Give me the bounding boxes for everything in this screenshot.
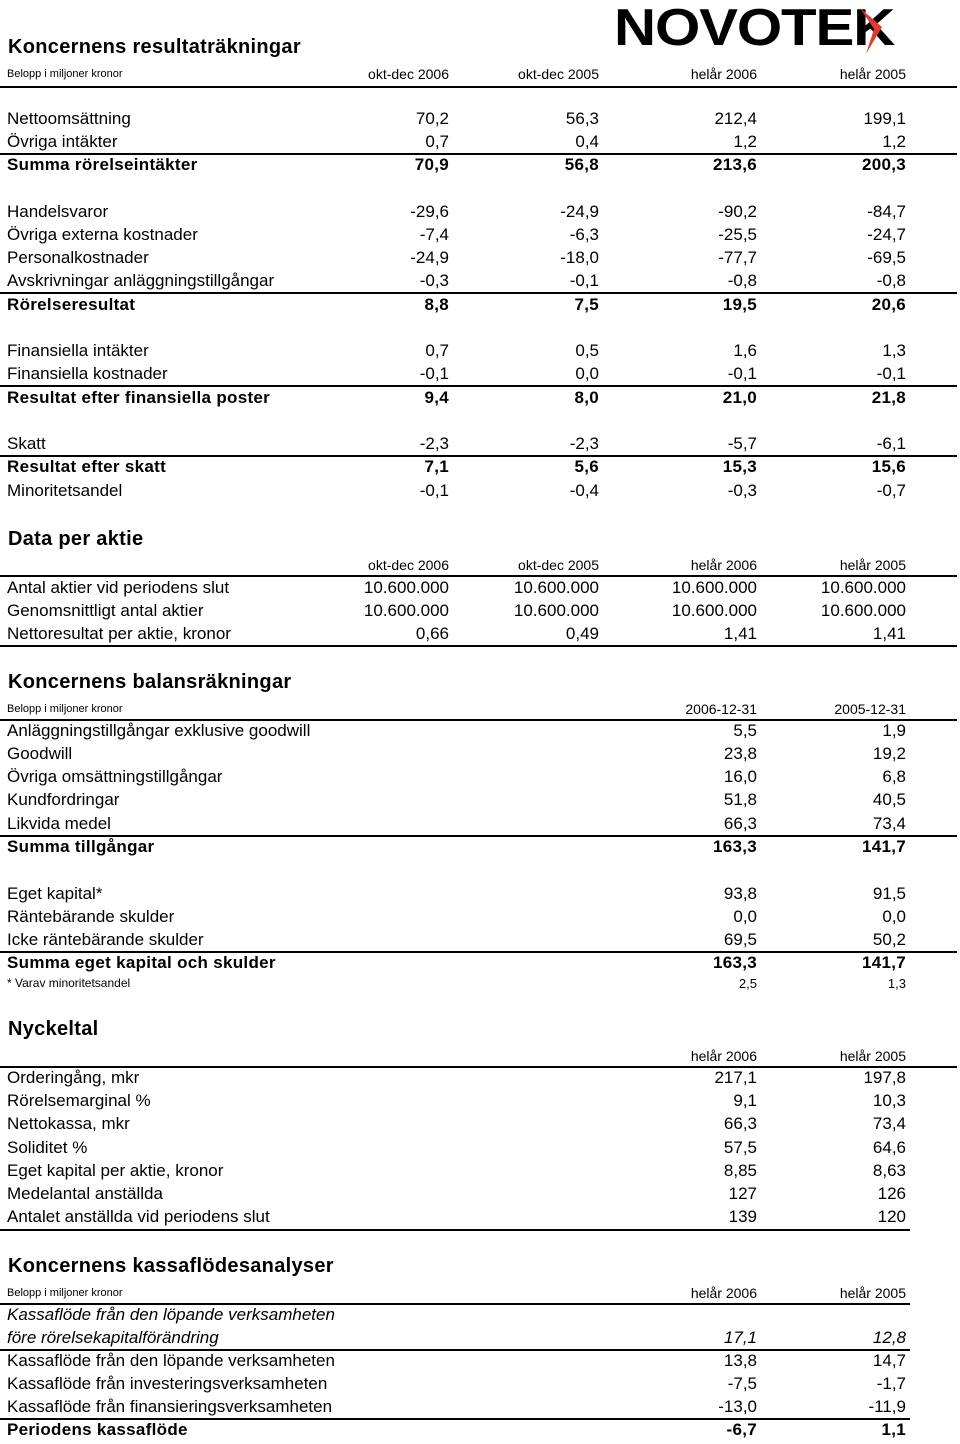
row-label: Avskrivningar anläggningstillgångar xyxy=(7,271,275,290)
table-row xyxy=(0,1068,960,1091)
cell: -1,7 xyxy=(876,1374,906,1393)
cell: 0,0 xyxy=(575,364,599,383)
cell: 66,3 xyxy=(723,814,757,833)
row-label: Icke räntebärande skulder xyxy=(7,930,204,949)
row-label: Handelsvaror xyxy=(7,202,109,221)
table-row xyxy=(0,744,960,767)
row-label: Nettokassa, mkr xyxy=(7,1114,130,1133)
cell: 10.600.000 xyxy=(820,601,906,620)
cell: 1,9 xyxy=(882,721,906,740)
unit-label: Belopp i miljoner kronor xyxy=(7,68,123,80)
cell: 0,0 xyxy=(733,907,757,926)
table-row xyxy=(0,271,960,294)
keyfigures-title: Nyckeltal xyxy=(8,1018,99,1040)
col-header: helår 2005 xyxy=(839,66,906,82)
cell: 69,5 xyxy=(723,930,757,949)
header-rule xyxy=(0,86,957,88)
cell: 10,3 xyxy=(872,1091,906,1110)
cashflow-title: Koncernens kassaflödesanalyser xyxy=(8,1255,334,1277)
cell: -7,5 xyxy=(727,1374,757,1393)
table-row xyxy=(0,1207,960,1230)
cell: 7,1 xyxy=(424,457,449,476)
col-header: helår 2006 xyxy=(690,557,757,573)
cell: -29,6 xyxy=(410,202,449,221)
cell: 0,0 xyxy=(882,907,906,926)
col-header: okt-dec 2006 xyxy=(368,557,449,573)
subtotal-rule xyxy=(0,292,957,294)
table-row xyxy=(0,1351,960,1374)
cell: -25,5 xyxy=(718,225,757,244)
cashflow-header xyxy=(0,1285,960,1303)
cell: 10.600.000 xyxy=(820,578,906,597)
cell: 1,41 xyxy=(872,624,906,643)
cell: 6,8 xyxy=(882,767,906,786)
table-row xyxy=(0,202,960,225)
row-label: Orderingång, mkr xyxy=(7,1068,140,1087)
row-label: Kassaflöde från investeringsverksamheten xyxy=(7,1374,328,1393)
table-row xyxy=(0,721,960,744)
table-row xyxy=(0,814,960,837)
row-label: före rörelsekapitalförändring xyxy=(7,1328,219,1347)
cell: -6,3 xyxy=(569,225,599,244)
row-label: * Varav minoritetsandel xyxy=(7,976,131,990)
table-row-total xyxy=(0,837,960,860)
cell: -77,7 xyxy=(718,248,757,267)
cell: -24,9 xyxy=(410,248,449,267)
cell: -5,7 xyxy=(727,434,757,453)
table-row xyxy=(0,481,960,504)
row-label: Finansiella intäkter xyxy=(7,341,149,360)
row-label: Eget kapital* xyxy=(7,884,103,903)
cell: 200,3 xyxy=(861,155,906,174)
row-label: Summa eget kapital och skulder xyxy=(7,953,276,972)
cell: 9,1 xyxy=(733,1091,757,1110)
cell: -84,7 xyxy=(867,202,906,221)
cell: 126 xyxy=(877,1184,906,1203)
row-label: Antalet anställda vid periodens slut xyxy=(7,1207,270,1226)
cell: 8,0 xyxy=(574,388,599,407)
row-label: Soliditet % xyxy=(7,1138,88,1157)
cell: 9,4 xyxy=(424,388,449,407)
cell: 23,8 xyxy=(723,744,757,763)
unit-label: Belopp i miljoner kronor xyxy=(7,703,123,715)
row-label: Minoritetsandel xyxy=(7,481,123,500)
table-row xyxy=(0,1138,960,1161)
row-label: Nettoresultat per aktie, kronor xyxy=(7,624,231,643)
col-header: helår 2006 xyxy=(690,66,757,82)
col-header: helår 2005 xyxy=(839,1285,906,1301)
cell: 66,3 xyxy=(723,1114,757,1133)
cell: 163,3 xyxy=(712,953,757,972)
cell: 0,7 xyxy=(425,132,449,151)
row-label: Övriga externa kostnader xyxy=(7,225,198,244)
cell: 141,7 xyxy=(861,953,906,972)
row-label: Medelantal anställda xyxy=(7,1184,163,1203)
table-row xyxy=(0,1374,960,1397)
table-row xyxy=(0,109,960,132)
row-label: Antal aktier vid periodens slut xyxy=(7,578,230,597)
table-row xyxy=(0,907,960,930)
cell: 50,2 xyxy=(872,930,906,949)
cell: -2,3 xyxy=(419,434,449,453)
cell: 10.600.000 xyxy=(513,578,599,597)
cell: -0,8 xyxy=(727,271,757,290)
subtotal-rule xyxy=(0,385,957,387)
cell: 1,2 xyxy=(733,132,757,151)
table-row xyxy=(0,767,960,790)
row-label: Resultat efter finansiella poster xyxy=(7,388,271,407)
cell: 51,8 xyxy=(723,790,757,809)
table-row xyxy=(0,132,960,155)
cell: 57,5 xyxy=(723,1138,757,1157)
col-header: helår 2006 xyxy=(690,1285,757,1301)
table-row-total xyxy=(0,457,960,480)
table-row xyxy=(0,248,960,271)
col-header: 2006-12-31 xyxy=(685,701,757,717)
row-label: Anläggningstillgångar exklusive goodwill xyxy=(7,721,311,740)
row-label: Kassaflöde från finansieringsverksamheten xyxy=(7,1397,333,1416)
cell: 10.600.000 xyxy=(363,578,449,597)
cell: 10.600.000 xyxy=(363,601,449,620)
cell: 213,6 xyxy=(712,155,757,174)
cell: -0,8 xyxy=(876,271,906,290)
cell: 8,85 xyxy=(723,1161,757,1180)
cell: 56,8 xyxy=(564,155,599,174)
balance-header xyxy=(0,701,960,719)
table-row xyxy=(0,1397,960,1420)
cell: -0,1 xyxy=(419,481,449,500)
cell: -90,2 xyxy=(718,202,757,221)
row-label: Genomsnittligt antal aktier xyxy=(7,601,204,620)
cell: 199,1 xyxy=(863,109,906,128)
row-label: Skatt xyxy=(7,434,46,453)
table-row xyxy=(0,225,960,248)
row-label: Rörelsemarginal % xyxy=(7,1091,151,1110)
cell: 8,63 xyxy=(872,1161,906,1180)
unit-label: Belopp i miljoner kronor xyxy=(7,1287,123,1299)
row-label: Likvida medel xyxy=(7,814,111,833)
row-label: Eget kapital per aktie, kronor xyxy=(7,1161,224,1180)
cell: 141,7 xyxy=(861,837,906,856)
table-row xyxy=(0,884,960,907)
per-share-header xyxy=(0,557,960,575)
cell: -69,5 xyxy=(867,248,906,267)
cell: 70,9 xyxy=(414,155,449,174)
row-label: Resultat efter skatt xyxy=(7,457,167,476)
cell: -0,3 xyxy=(419,271,449,290)
cell: 1,3 xyxy=(887,976,906,991)
cell: 17,1 xyxy=(723,1328,757,1347)
cell: -6,1 xyxy=(876,434,906,453)
table-row xyxy=(0,1161,960,1184)
cell: -7,4 xyxy=(419,225,449,244)
table-row-total xyxy=(0,295,960,318)
cell: -6,7 xyxy=(726,1420,757,1439)
logo-wordmark: NOVOTEK xyxy=(614,0,895,57)
section-rule xyxy=(0,1229,910,1231)
row-label: Räntebärande skulder xyxy=(7,907,175,926)
row-label: Periodens kassaflöde xyxy=(7,1420,188,1439)
table-row xyxy=(0,1328,960,1351)
table-row xyxy=(0,624,960,647)
col-header: okt-dec 2006 xyxy=(368,66,449,82)
cell: 0,4 xyxy=(575,132,599,151)
income-header xyxy=(0,66,960,84)
table-row xyxy=(0,1305,960,1328)
cell: 21,0 xyxy=(722,388,757,407)
col-header: okt-dec 2005 xyxy=(518,66,599,82)
per-share-title: Data per aktie xyxy=(8,528,144,550)
col-header: 2005-12-31 xyxy=(834,701,906,717)
cell: 20,6 xyxy=(871,295,906,314)
table-row xyxy=(0,1184,960,1207)
row-label: Kassaflöde från den löpande verksamheten xyxy=(7,1351,335,1370)
cell: 93,8 xyxy=(723,884,757,903)
cell: 19,5 xyxy=(722,295,757,314)
cell: 127 xyxy=(728,1184,757,1203)
row-label: Rörelseresultat xyxy=(7,295,136,314)
col-header: helår 2006 xyxy=(690,1048,757,1064)
cell: -0,1 xyxy=(569,271,599,290)
table-row xyxy=(0,1091,960,1114)
cell: 15,6 xyxy=(871,457,906,476)
cell: -0,1 xyxy=(419,364,449,383)
cell: -24,7 xyxy=(867,225,906,244)
table-row xyxy=(0,364,960,387)
cell: 0,66 xyxy=(415,624,449,643)
table-row xyxy=(0,790,960,813)
cell: 0,7 xyxy=(425,341,449,360)
novotek-logo xyxy=(614,0,895,57)
row-label: Finansiella kostnader xyxy=(7,364,168,383)
cell: 120 xyxy=(877,1207,906,1226)
table-row xyxy=(0,341,960,364)
cell: 0,5 xyxy=(575,341,599,360)
cell: 1,2 xyxy=(882,132,906,151)
table-row-total xyxy=(0,388,960,411)
col-header: helår 2005 xyxy=(839,1048,906,1064)
table-row-total xyxy=(0,953,960,976)
cell: 7,5 xyxy=(574,295,599,314)
row-label: Övriga intäkter xyxy=(7,132,118,151)
logo-arrow-icon xyxy=(614,2,886,56)
section-rule xyxy=(0,645,957,647)
cell: -18,0 xyxy=(560,248,599,267)
cell: 56,3 xyxy=(565,109,599,128)
cell: 10.600.000 xyxy=(671,601,757,620)
cell: 1,3 xyxy=(882,341,906,360)
row-label: Kassaflöde från den löpande verksamheten xyxy=(7,1305,335,1324)
row-label: Summa rörelseintäkter xyxy=(7,155,198,174)
cell: -24,9 xyxy=(560,202,599,221)
row-label: Övriga omsättningstillgångar xyxy=(7,767,223,786)
cell: 197,8 xyxy=(863,1068,906,1087)
cell: 0,49 xyxy=(565,624,599,643)
cell: 139 xyxy=(728,1207,757,1226)
table-row-total xyxy=(0,155,960,178)
cell: 1,41 xyxy=(723,624,757,643)
table-row xyxy=(0,1114,960,1137)
table-row xyxy=(0,601,960,624)
cell: -0,1 xyxy=(727,364,757,383)
cell: 70,2 xyxy=(415,109,449,128)
cell: 217,1 xyxy=(714,1068,757,1087)
cell: -13,0 xyxy=(718,1397,757,1416)
cell: 73,4 xyxy=(872,814,906,833)
row-label: Kundfordringar xyxy=(7,790,120,809)
cell: 163,3 xyxy=(712,837,757,856)
cell: 19,2 xyxy=(872,744,906,763)
cell: 73,4 xyxy=(872,1114,906,1133)
table-row-total xyxy=(0,1420,960,1443)
table-row xyxy=(0,578,960,601)
cell: 10.600.000 xyxy=(513,601,599,620)
cell: -0,7 xyxy=(876,481,906,500)
cell: 21,8 xyxy=(871,388,906,407)
cell: 12,8 xyxy=(872,1328,906,1347)
col-header: helår 2005 xyxy=(839,557,906,573)
balance-title: Koncernens balansräkningar xyxy=(8,671,292,693)
cell: 91,5 xyxy=(872,884,906,903)
cell: 13,8 xyxy=(723,1351,757,1370)
row-label: Summa tillgångar xyxy=(7,837,155,856)
cell: 14,7 xyxy=(872,1351,906,1370)
cell: 2,5 xyxy=(738,976,757,991)
row-label: Goodwill xyxy=(7,744,73,763)
cell: 1,6 xyxy=(733,341,757,360)
cell: -0,1 xyxy=(876,364,906,383)
cell: 40,5 xyxy=(872,790,906,809)
cell: 64,6 xyxy=(872,1138,906,1157)
cell: 10.600.000 xyxy=(671,578,757,597)
cell: -0,4 xyxy=(569,481,599,500)
cell: 15,3 xyxy=(722,457,757,476)
table-row xyxy=(0,434,960,457)
header-rule xyxy=(0,575,957,577)
cell: -2,3 xyxy=(569,434,599,453)
cell: 1,1 xyxy=(881,1420,906,1439)
cell: 212,4 xyxy=(714,109,757,128)
income-title: Koncernens resultaträkningar xyxy=(8,36,301,58)
footnote-row xyxy=(0,976,960,999)
table-row xyxy=(0,930,960,953)
keyfigures-header xyxy=(0,1048,960,1066)
cell: 8,8 xyxy=(424,295,449,314)
row-label: Nettoomsättning xyxy=(7,109,131,128)
cell: 5,6 xyxy=(574,457,599,476)
col-header: okt-dec 2005 xyxy=(518,557,599,573)
row-label: Personalkostnader xyxy=(7,248,149,267)
cell: -11,9 xyxy=(868,1397,906,1416)
cell: 5,5 xyxy=(733,721,757,740)
cell: -0,3 xyxy=(727,481,757,500)
cell: 16,0 xyxy=(723,767,757,786)
